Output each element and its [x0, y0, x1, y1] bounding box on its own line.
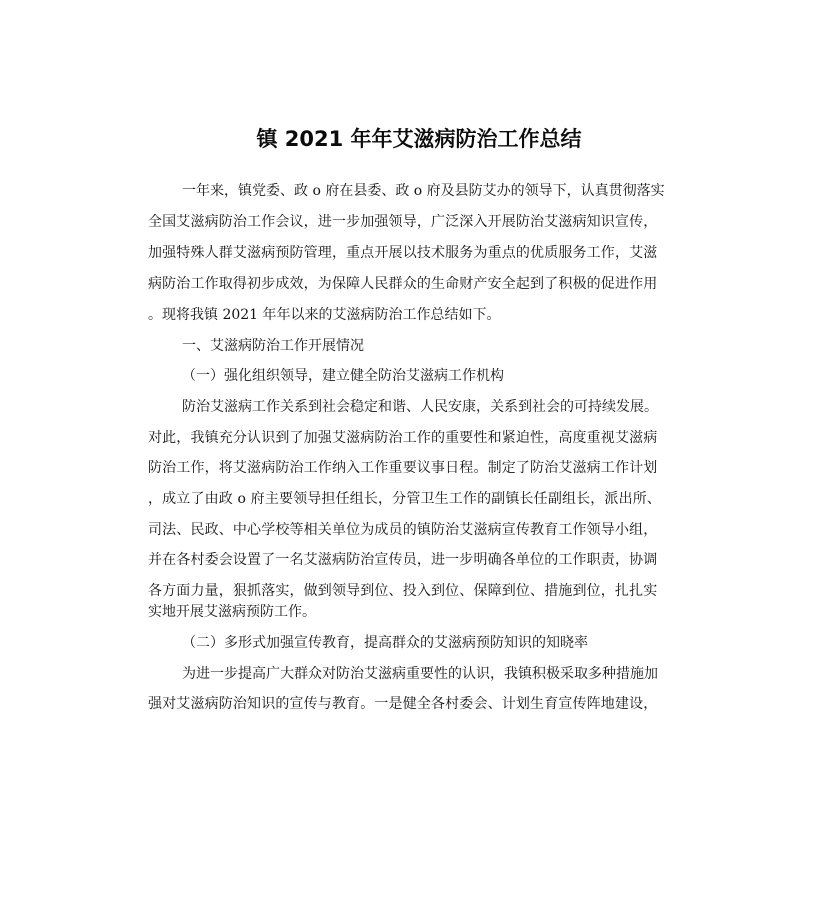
body-line-7: 对此，我镇充分认识到了加强艾滋病防治工作的重要性和紧迫性，高度重视艾滋病 [148, 430, 658, 446]
body-line-3: 加强特殊人群艾滋病预防管理，重点开展以技术服务为重点的优质服务工作，艾滋 [148, 245, 658, 261]
body-line-11: 并在各村委会设置了一名艾滋病防治宣传员，进一步明确各单位的工作职责，协调 [148, 552, 658, 568]
body-line-6: 防治艾滋病工作关系到社会稳定和谐、人民安康，关系到社会的可持续发展。 [182, 399, 658, 415]
body-line-14: 为进一步提高广大群众对防治艾滋病重要性的认识，我镇积极采取多种措施加 [182, 666, 658, 682]
body-line-9: ，成立了由政 o 府主要领导担任组长，分管卫生工作的副镇长任副组长，派出所、 [148, 491, 662, 507]
body-line-12: 各方面力量，狠抓落实，做到领导到位、投入到位、保障到位、措施到位，扎扎实 [148, 583, 658, 599]
body-line-4: 病防治工作取得初步成效，为保障人民群众的生命财产安全起到了积极的促进作用 [148, 276, 658, 292]
body-line-8: 防治工作，将艾滋病防治工作纳入工作重要议事日程。制定了防治艾滋病工作计划 [148, 460, 658, 476]
document-title: 镇 2021 年年艾滋病防治工作总结 [256, 127, 582, 151]
section-heading-1: 一、艾滋病防治工作开展情况 [182, 338, 364, 354]
body-line-1: 一年来，镇党委、政 o 府在县委、政 o 府及县防艾办的领导下，认真贯彻落实 [182, 183, 665, 199]
body-line-13: 实地开展艾滋病预防工作。 [148, 604, 316, 620]
body-line-2: 全国艾滋病防治工作会议，进一步加强领导，广泛深入开展防治艾滋病知识宣传， [148, 214, 658, 230]
body-line-10: 司法、民政、中心学校等相关单位为成员的镇防治艾滋病宣传教育工作领导小组， [148, 522, 658, 538]
subsection-heading-1: （一）强化组织领导，建立健全防治艾滋病工作机构 [182, 368, 504, 384]
body-line-5: 。现将我镇 2021 年年以来的艾滋病防治工作总结如下。 [148, 307, 501, 323]
body-line-15: 强对艾滋病防治知识的宣传与教育。一是健全各村委会、计划生育宣传阵地建设， [148, 696, 658, 712]
subsection-heading-2: （二）多形式加强宣传教育，提高群众的艾滋病预防知识的知晓率 [182, 635, 588, 651]
